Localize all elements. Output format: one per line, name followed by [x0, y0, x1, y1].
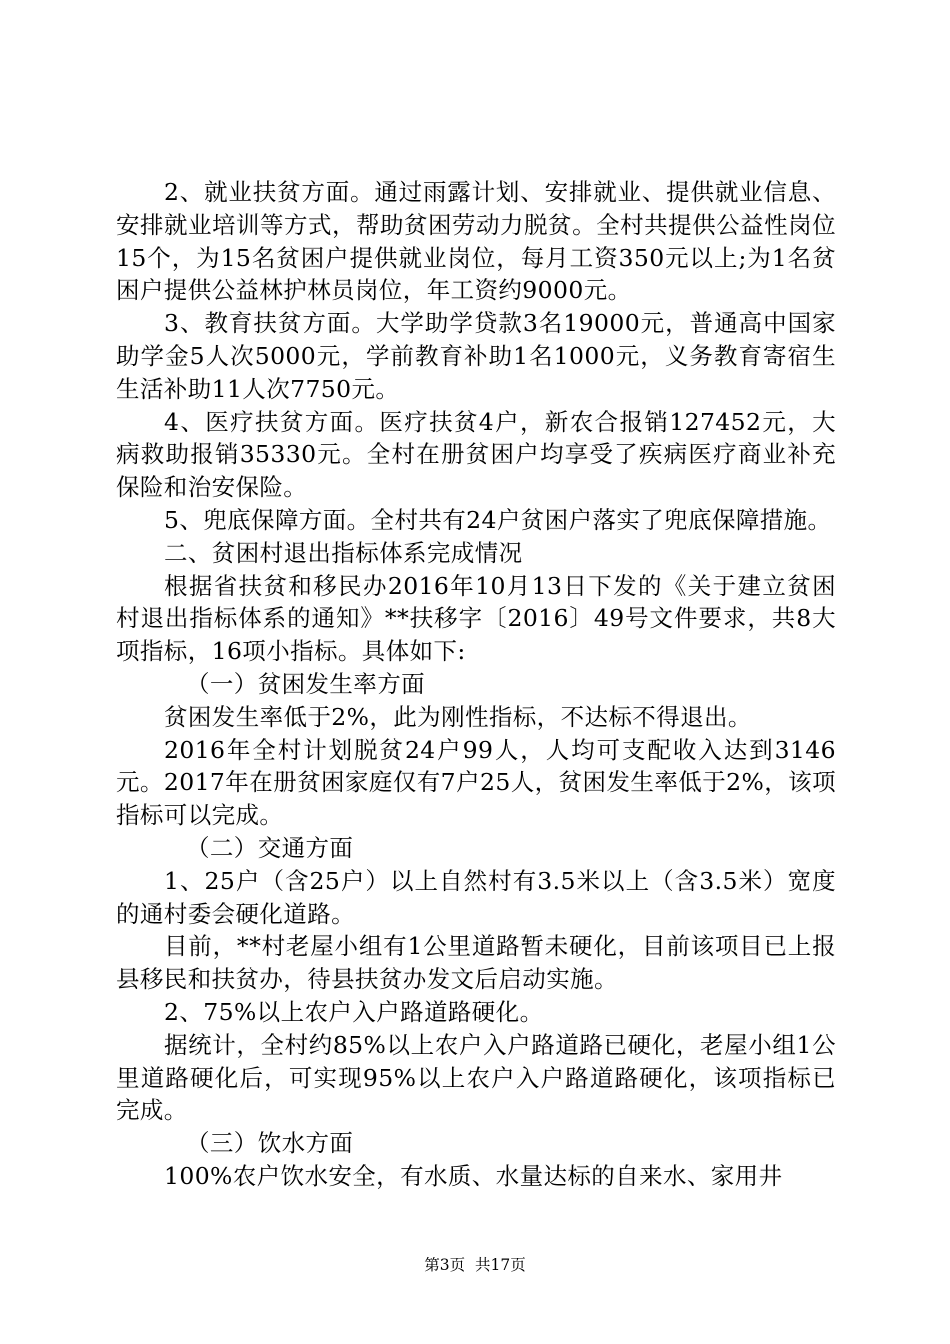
paragraph-drinking-water-standard: 100%农户饮水安全，有水质、水量达标的自来水、家用井 — [164, 1161, 783, 1190]
paragraph-medical-poverty-relief: 4、医疗扶贫方面。医疗扶贫4户，新农合报销127452元，大病救助报销35330元。全村在册贫困户均享受了疾病医疗商业补充保险和治安保险。 — [116, 407, 836, 502]
subheading-transportation: （二）交通方面 — [186, 833, 354, 862]
subheading-poverty-incidence: （一）贫困发生率方面 — [186, 669, 425, 698]
page-footer — [0, 1255, 950, 1275]
section-heading-exit-indicators: 二、贫困村退出指标体系完成情况 — [164, 538, 523, 567]
paragraph-household-road-standard: 2、75%以上农户入户路道路硬化。 — [164, 997, 544, 1026]
paragraph-exit-indicator-notice: 根据省扶贫和移民办2016年10月13日下发的《关于建立贫困村退出指标体系的通知》**扶移字〔2016〕49号文件要求，共8大项指标，16项小指标。具体如下: — [116, 571, 836, 666]
paragraph-basic-security: 5、兜底保障方面。全村共有24户贫困户落实了兜底保障措施。 — [164, 505, 832, 534]
paragraph-village-road-standard: 1、25户（含25户）以上自然村有3.5米以上（含3.5米）宽度的通村委会硬化道路。 — [116, 866, 836, 928]
document-body — [116, 176, 836, 1193]
paragraph-poverty-incidence-status: 2016年全村计划脱贫24户99人，人均可支配收入达到3146元。2017年在册贫困家庭仅有7户25人，贫困发生率低于2%，该项指标可以完成。 — [116, 735, 836, 830]
page-number-label: 第3页 共17页 — [424, 1256, 526, 1274]
paragraph-village-road-status: 目前，**村老屋小组有1公里道路暂未硬化，目前该项目已上报县移民和扶贫办，待县扶贫办发文后启动实施。 — [116, 932, 836, 994]
paragraph-poverty-incidence-rule: 贫困发生率低于2%，此为刚性指标，不达标不得退出。 — [164, 702, 752, 731]
paragraph-employment-poverty-relief: 2、就业扶贫方面。通过雨露计划、安排就业、提供就业信息、安排就业培训等方式，帮助贫困劳动力脱贫。全村共提供公益性岗位15个，为15名贫困户提供就业岗位，每月工资350元以上;为1名贫困户提供公益林护林员岗位，年工资约9000元。 — [116, 178, 836, 305]
paragraph-household-road-status: 据统计，全村约85%以上农户入户路道路已硬化，老屋小组1公里道路硬化后，可实现95%以上农户入户路道路硬化，该项指标已完成。 — [116, 1030, 836, 1125]
subheading-drinking-water: （三）饮水方面 — [186, 1129, 354, 1158]
paragraph-education-poverty-relief: 3、教育扶贫方面。大学助学贷款3名19000元，普通高中国家助学金5人次5000元，学前教育补助1名1000元，义务教育寄宿生生活补助11人次7750元。 — [116, 309, 836, 403]
